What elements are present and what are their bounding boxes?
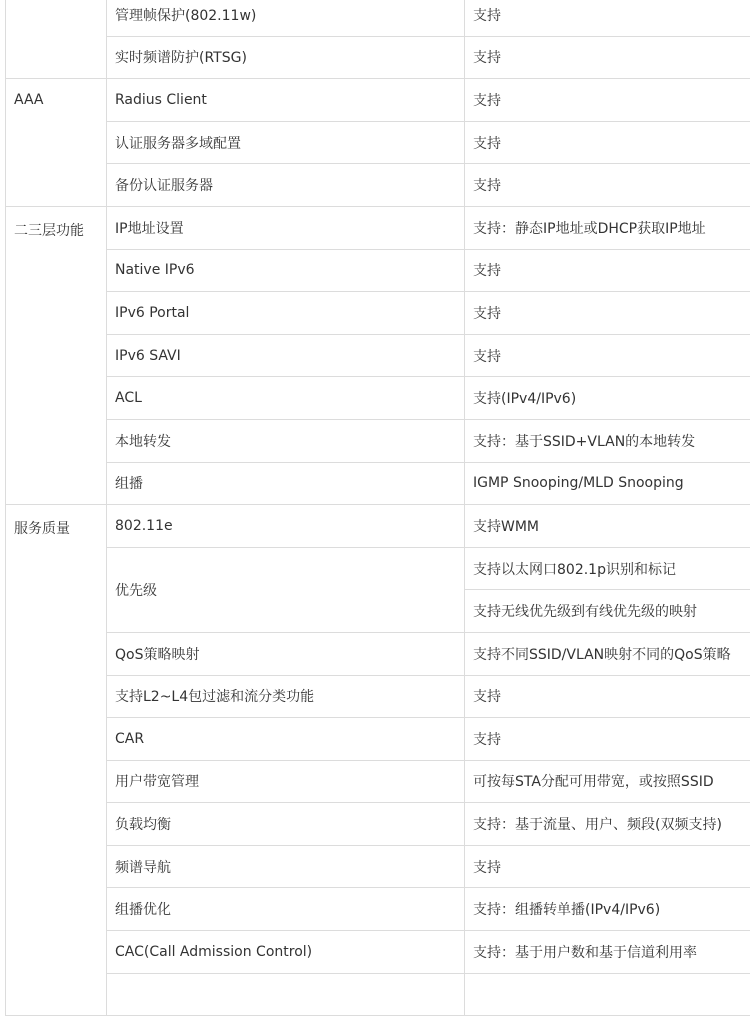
category-cell (6, 0, 107, 79)
category-cell: AAA (6, 79, 107, 207)
feature-cell: ACL (107, 377, 465, 420)
table-row (6, 79, 750, 122)
support-cell: 支持：基于用户数和基于信道利用率 (465, 931, 750, 974)
table-row (6, 973, 750, 1016)
support-cell: 支持(IPv4/IPv6) (465, 377, 750, 420)
support-cell: 支持以太网口802.1p识别和标记 (465, 547, 750, 590)
table-row (6, 845, 750, 888)
support-cell: 支持 (465, 675, 750, 718)
feature-cell: 组播 (107, 462, 465, 505)
support-cell: 可按每STA分配可用带宽，或按照SSID (465, 760, 750, 803)
feature-cell: CAC(Call Admission Control) (107, 931, 465, 974)
feature-cell (107, 973, 465, 1016)
table-row (6, 718, 750, 761)
support-cell: 支持：基于流量、用户、频段(双频支持) (465, 803, 750, 846)
feature-cell: Radius Client (107, 79, 465, 122)
table-row (6, 632, 750, 675)
support-cell: 支持 (465, 121, 750, 164)
category-cell: 服务质量 (6, 505, 107, 1016)
support-cell: 支持 (465, 334, 750, 377)
feature-cell: 认证服务器多域配置 (107, 121, 465, 164)
support-cell: 支持：基于SSID+VLAN的本地转发 (465, 419, 750, 462)
support-cell: 支持 (465, 845, 750, 888)
table-row (6, 419, 750, 462)
support-cell: 支持WMM (465, 505, 750, 548)
table-row (6, 931, 750, 974)
table-row (6, 334, 750, 377)
feature-cell: 组播优化 (107, 888, 465, 931)
support-cell: 支持：静态IP地址或DHCP获取IP地址 (465, 206, 750, 249)
feature-cell: 备份认证服务器 (107, 164, 465, 207)
feature-cell: 用户带宽管理 (107, 760, 465, 803)
table-row (6, 547, 750, 590)
table-row (6, 164, 750, 207)
support-cell: 支持 (465, 79, 750, 122)
support-cell: 支持 (465, 292, 750, 335)
feature-cell: 本地转发 (107, 419, 465, 462)
support-cell: 支持 (465, 249, 750, 292)
table-row (6, 249, 750, 292)
feature-cell: CAR (107, 718, 465, 761)
table-row (6, 888, 750, 931)
feature-cell: 支持L2~L4包过滤和流分类功能 (107, 675, 465, 718)
table-row (6, 675, 750, 718)
feature-cell: QoS策略映射 (107, 632, 465, 675)
feature-cell: 实时频谱防护(RTSG) (107, 36, 465, 79)
feature-cell: IPv6 Portal (107, 292, 465, 335)
feature-cell: IPv6 SAVI (107, 334, 465, 377)
support-cell: 支持无线优先级到有线优先级的映射 (465, 590, 750, 633)
table-row (6, 505, 750, 548)
feature-cell: IP地址设置 (107, 206, 465, 249)
table-row (6, 803, 750, 846)
support-cell: 支持 (465, 0, 750, 36)
table-row (6, 121, 750, 164)
table-row (6, 760, 750, 803)
table-row (6, 0, 750, 36)
feature-cell: 频谱导航 (107, 845, 465, 888)
table-row (6, 206, 750, 249)
table-row (6, 462, 750, 505)
table-row (6, 292, 750, 335)
support-cell (465, 973, 750, 1016)
table-row (6, 36, 750, 79)
feature-cell: 管理帧保护(802.11w) (107, 0, 465, 36)
support-cell: 支持不同SSID/VLAN映射不同的QoS策略 (465, 632, 750, 675)
support-cell: 支持 (465, 164, 750, 207)
table-row (6, 377, 750, 420)
feature-cell: 802.11e (107, 505, 465, 548)
feature-cell: 负载均衡 (107, 803, 465, 846)
spec-table-body (6, 0, 750, 1016)
support-cell: 支持 (465, 718, 750, 761)
spec-table (5, 0, 750, 1016)
support-cell: 支持：组播转单播(IPv4/IPv6) (465, 888, 750, 931)
support-cell: 支持 (465, 36, 750, 79)
feature-cell: Native IPv6 (107, 249, 465, 292)
category-cell: 二三层功能 (6, 206, 107, 504)
support-cell: IGMP Snooping/MLD Snooping (465, 462, 750, 505)
feature-cell: 优先级 (107, 547, 465, 632)
